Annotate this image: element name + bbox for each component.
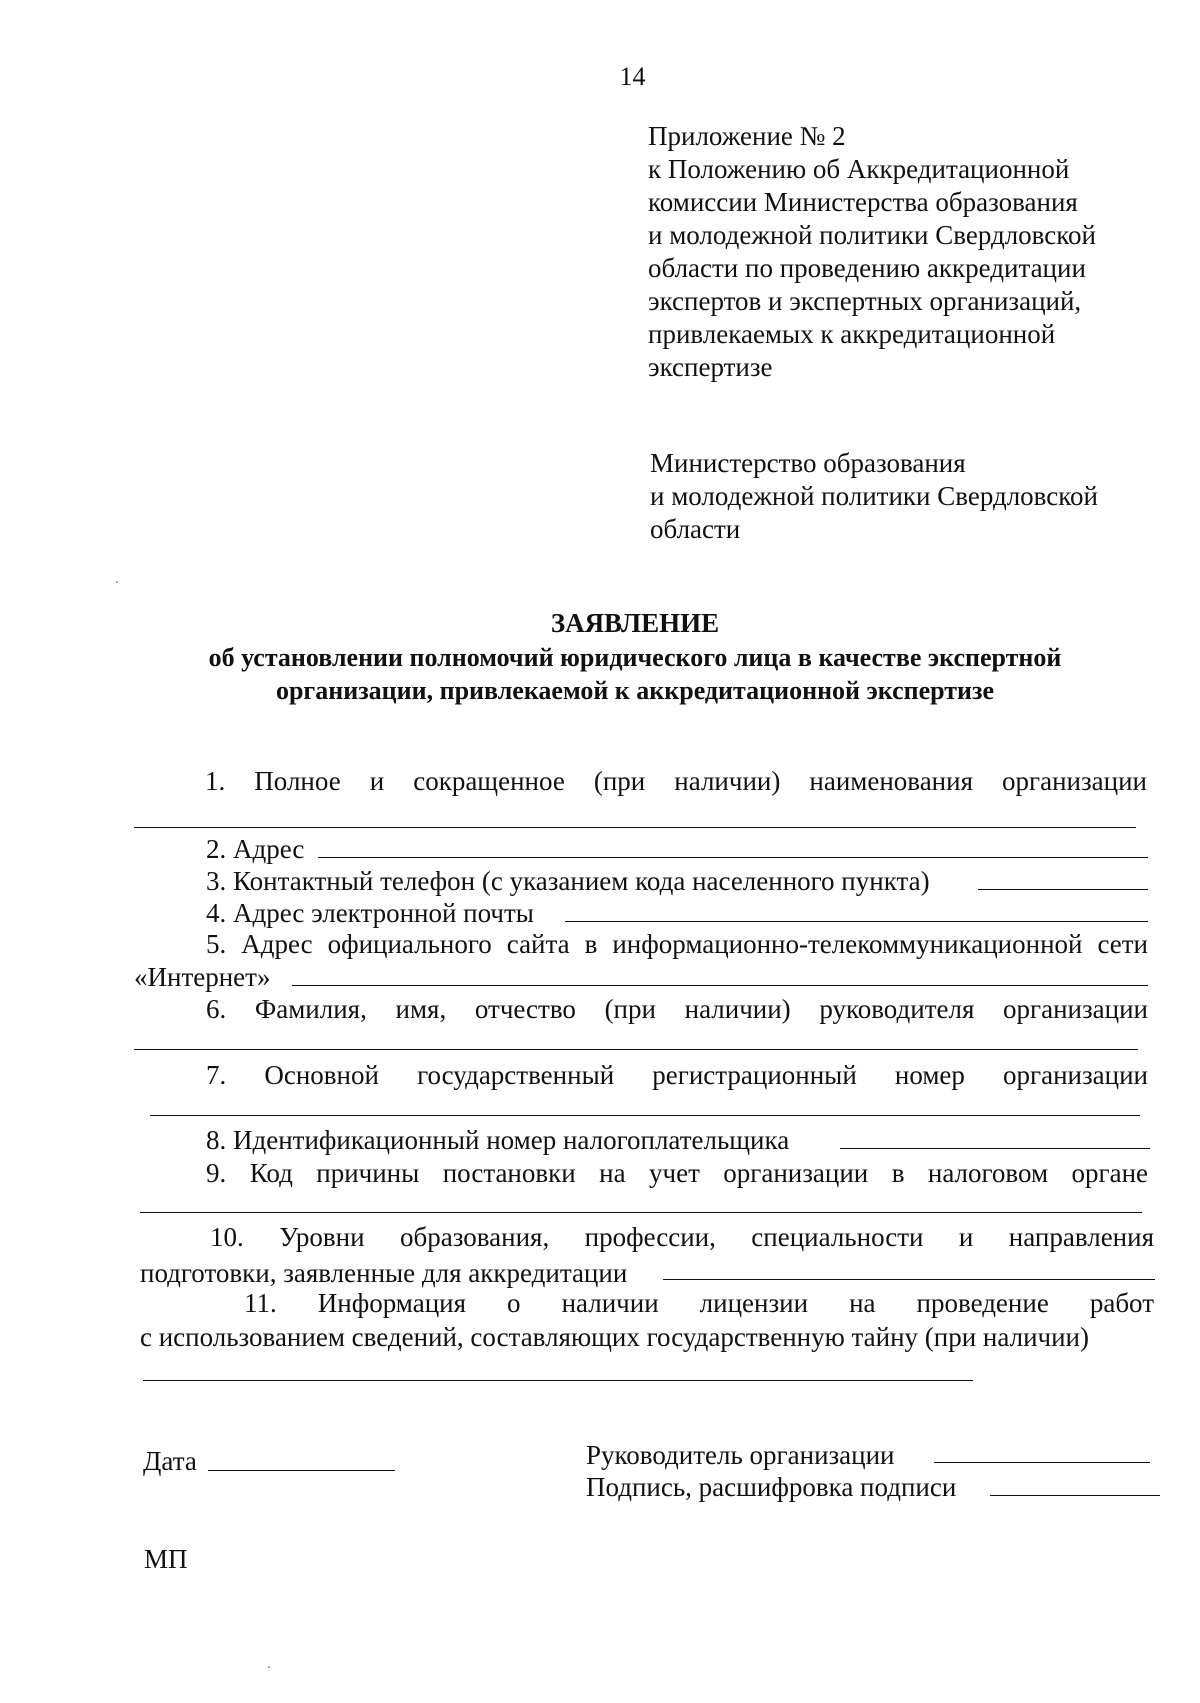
item-5-fill-line[interactable] [292, 985, 1148, 986]
appendix-reference [648, 120, 1096, 384]
item-2-fill-line[interactable] [318, 857, 1148, 858]
item-10-label: 10. Уровни образования, профессии, специальности и направления [210, 1222, 1154, 1252]
item-6-fill-line[interactable] [134, 1049, 1138, 1050]
addressee-line: Министерство образования [650, 448, 966, 478]
document-title: ЗАЯВЛЕНИЕ [550, 608, 720, 638]
item-4-fill-line[interactable] [565, 921, 1148, 922]
appendix-line: комиссии Министерства образования [648, 187, 1078, 217]
head-fill-line[interactable] [934, 1462, 1150, 1463]
item-3-fill-line[interactable] [978, 889, 1148, 890]
item-1-label: 1. Полное и сокращенное (при наличии) наименования организации [205, 766, 1147, 796]
date-fill-line[interactable] [208, 1470, 395, 1471]
item-7-fill-line[interactable] [150, 1115, 1140, 1116]
item-4-label: 4. Адрес электронной почты [206, 898, 534, 928]
item-11-label: 11. Информация о наличии лицензии на проведение работ [244, 1288, 1154, 1318]
item-5-label: 5. Адрес официального сайта в информационно-телекоммуникационной сети [206, 929, 1148, 959]
addressee-line: и молодежной политики Свердловской [650, 481, 1098, 511]
item-6-label: 6. Фамилия, имя, отчество (при наличии) руководителя организации [206, 994, 1148, 1024]
head-label: Руководитель организации [586, 1440, 895, 1470]
item-3-label: 3. Контактный телефон (с указанием кода населенного пункта) [206, 866, 930, 896]
scan-speck [268, 1666, 270, 1668]
appendix-line: привлекаемых к аккредитационной [648, 319, 1056, 349]
item-10-fill-line[interactable] [663, 1279, 1155, 1280]
item-5-label-continued: «Интернет» [134, 962, 271, 992]
subtitle-line: об установлении полномочий юридического лица в качестве экспертной [208, 643, 1062, 672]
signature-fill-line[interactable] [990, 1495, 1160, 1496]
signature-label: Подпись, расшифровка подписи [586, 1472, 957, 1502]
item-1-fill-line[interactable] [134, 827, 1136, 828]
addressee-line: области [650, 514, 741, 544]
item-8-fill-line[interactable] [840, 1148, 1150, 1149]
stamp-label: МП [144, 1544, 188, 1574]
addressee [650, 447, 1098, 546]
item-9-fill-line[interactable] [140, 1212, 1142, 1213]
appendix-line: экспертов и экспертных организаций, [648, 286, 1082, 316]
item-9-label: 9. Код причины постановки на учет организации в налоговом органе [206, 1158, 1148, 1188]
item-10-label-continued: подготовки, заявленные для аккредитации [140, 1258, 628, 1288]
subtitle-line: организации, привлекаемой к аккредитационной экспертизе [275, 676, 995, 705]
date-label: Дата [143, 1446, 197, 1476]
item-11-label-continued: с использованием сведений, составляющих государственную тайну (при наличии) [140, 1322, 1089, 1352]
appendix-line: и молодежной политики Свердловской [648, 220, 1096, 250]
appendix-line: экспертизе [648, 352, 773, 382]
item-2-label: 2. Адрес [206, 834, 305, 864]
appendix-line: Приложение № 2 [648, 121, 846, 151]
scan-speck [116, 581, 118, 583]
appendix-line: к Положению об Аккредитационной [648, 154, 1070, 184]
item-8-label: 8. Идентификационный номер налогоплательщика [206, 1125, 790, 1155]
page-number: 14 [619, 62, 646, 91]
appendix-line: области по проведению аккредитации [648, 253, 1086, 283]
item-7-label: 7. Основной государственный регистрационный номер организации [206, 1060, 1148, 1090]
document-subtitle [140, 641, 1130, 707]
item-11-fill-line[interactable] [143, 1380, 973, 1381]
